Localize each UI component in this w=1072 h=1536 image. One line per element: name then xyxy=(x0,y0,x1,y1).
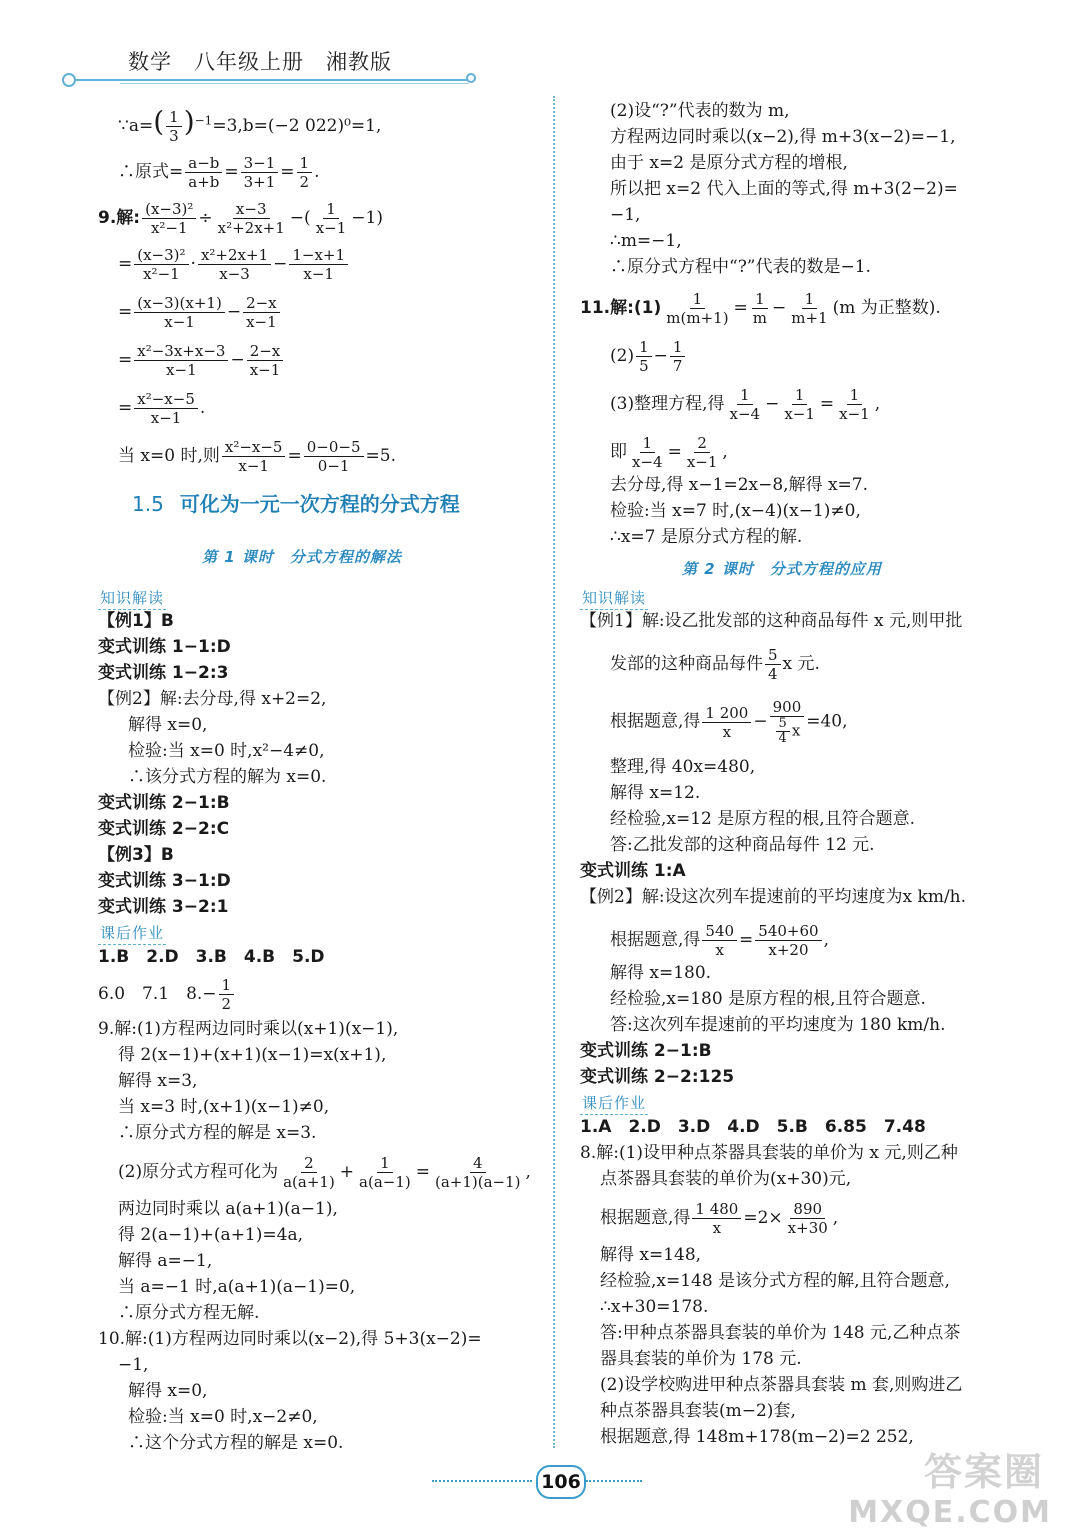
example-1: 【例1】B xyxy=(98,611,174,631)
variant-3-1: 变式训练 3−1:D xyxy=(98,871,231,891)
page-header xyxy=(0,0,1072,90)
q9-part1-line: 9.解:(1)方程两边同时乘以(x+1)(x−1), xyxy=(98,1019,399,1039)
q8-line: (2)设学校购进甲种点茶器具套装 m 套,则购进乙 xyxy=(600,1375,963,1395)
q11-line: 检验:当 x=7 时,(x−4)(x−1)≠0, xyxy=(610,501,861,521)
variant-1: 变式训练 1:A xyxy=(580,861,686,881)
section-title: 1.5 可化为一元一次方程的分式方程 xyxy=(132,492,460,516)
q9-part1-line: 当 x=3 时,(x+1)(x−1)≠0, xyxy=(118,1097,330,1117)
page-number: 106 xyxy=(536,1465,586,1499)
q8-line: 经检验,x=148 是该分式方程的解,且符合题意, xyxy=(600,1271,950,1291)
header-rule-thin xyxy=(120,83,469,84)
example-2-line: 检验:当 x=0 时,x²−4≠0, xyxy=(128,741,325,761)
q10-part2-line: ∴原分式方程中“?”代表的数是−1. xyxy=(610,257,871,277)
example-2-line: 答:这次列车提速前的平均速度为 180 km/h. xyxy=(610,1015,946,1035)
page-number-dots-right xyxy=(586,1480,642,1482)
q8-equation: 根据题意,得 $\frac{1 480}{x}$ =2× $\frac{890}{x+30}$ , xyxy=(600,1200,839,1237)
tag-knowledge: 知识解读 xyxy=(580,587,648,610)
q10-line: −1, xyxy=(118,1355,149,1375)
q8-line: 8.解:(1)设甲种点茶器具套装的单价为 x 元,则乙种 xyxy=(580,1143,958,1163)
column-divider xyxy=(553,96,555,1448)
example-2: 【例2】解:设这次列车提速前的平均速度为x km/h. xyxy=(580,887,967,907)
q8-line: 器具套装的单价为 178 元. xyxy=(600,1349,802,1369)
q11-part3-simplified: 即 $\frac{1}{x-4}$ = $\frac{2}{x-1}$ , xyxy=(610,434,728,471)
q9-part2-equation: (2)原分式方程可化为 $\frac{2}{a(a+1)}$ + $\frac{1}{a(a-1)}$ = $\frac{4}{(a+1)(a-1)}$ , xyxy=(118,1154,531,1191)
q10-part2-line: 所以把 x=2 代入上面的等式,得 m+3(2−2)= xyxy=(610,179,958,199)
q10-line: 检验:当 x=0 时,x−2≠0, xyxy=(128,1407,318,1427)
watermark-logo: 答案圈 xyxy=(923,1450,1044,1494)
homework-answers: 1.A 2.D 3.D 4.D 5.B 6.85 7.48 xyxy=(580,1117,926,1137)
q11-line: 去分母,得 x−1=2x−8,解得 x=7. xyxy=(610,475,869,495)
q11-part3: (3)整理方程,得 $\frac{1}{x-4}$ − $\frac{1}{x-1}$ = $\frac{1}{x-1}$ , xyxy=(610,386,881,423)
homework-answers-1: 1.B 2.D 3.B 4.B 5.D xyxy=(98,947,325,967)
q9-part1-line: ∴原分式方程的解是 x=3. xyxy=(118,1123,317,1143)
example-1-line: 解得 x=12. xyxy=(610,783,701,803)
lesson-1-title: 第 1 课时 分式方程的解法 xyxy=(202,548,402,566)
example-2-equation: 根据题意,得 $\frac{540}{x}$ = $\frac{540+60}{x+20}$ , xyxy=(610,922,829,959)
example-2-line: 解得 x=0, xyxy=(128,715,208,735)
example-1-line: 经检验,x=12 是原方程的根,且符合题意. xyxy=(610,809,916,829)
page-number-dots-left xyxy=(432,1480,532,1482)
header-end-dot-icon xyxy=(466,73,476,83)
q11-line: ∴x=7 是原分式方程的解. xyxy=(610,527,803,547)
q9-row4: = $\frac{\text{x²−3x+x−3}}{x-1}$ − $\frac{2-x}{x-1}$ xyxy=(118,342,285,379)
q8-line: 答:甲种点茶器具套装的单价为 148 元,乙种点茶 xyxy=(600,1323,961,1343)
q9-part1-line: 得 2(x−1)+(x+1)(x−1)=x(x+1), xyxy=(118,1045,387,1065)
example-2: 【例2】解:去分母,得 x+2=2, xyxy=(98,689,327,709)
q9-part2-line: ∴原分式方程无解. xyxy=(118,1303,260,1323)
q9-row3: = $\frac{(x-3)(x+1)}{x-1}$ − $\frac{2-x}{x-1}$ xyxy=(118,294,282,331)
q10-part2-line: (2)设“?”代表的数为 m, xyxy=(610,101,790,121)
q8-line: 根据题意,得 148m+178(m−2)=2 252, xyxy=(600,1427,914,1447)
variant-2-1: 变式训练 2−1:B xyxy=(580,1041,712,1061)
variant-2-2: 变式训练 2−2:C xyxy=(98,819,230,839)
q10-line: ∴这个分式方程的解是 x=0. xyxy=(128,1433,344,1453)
variant-1-2: 变式训练 1−2:3 xyxy=(98,663,229,683)
variant-2-1: 变式训练 2−1:B xyxy=(98,793,230,813)
q9-part1-line: 解得 x=3, xyxy=(118,1071,198,1091)
header-title: 数学 八年级上册 湘教版 xyxy=(128,50,392,74)
example-2-line: ∴该分式方程的解为 x=0. xyxy=(128,767,327,787)
q10-line: 解得 x=0, xyxy=(128,1381,208,1401)
variant-1-1: 变式训练 1−1:D xyxy=(98,637,231,657)
example-1-line: 答:乙批发部的这种商品每件 12 元. xyxy=(610,835,875,855)
lesson-2-title: 第 2 课时 分式方程的应用 xyxy=(682,560,882,578)
q11-part1: 11.解:(1) $\frac{1}{m(m+1)}$ = $\frac{1}{m}$ − $\frac{1}{m+1}$ (m 为正整数). xyxy=(580,290,941,327)
line-original-expression: ∴原式= $\frac{a-b}{a+b}$ = $\frac{3-1}{3+1}$ = $\frac{1}{2}$ . xyxy=(118,154,320,191)
q9-row5: = $\frac{\text{x²−x−5}}{x-1}$ . xyxy=(118,390,206,427)
variant-2-2: 变式训练 2−2:125 xyxy=(580,1067,735,1087)
example-3: 【例3】B xyxy=(98,845,174,865)
variant-3-2: 变式训练 3−2:1 xyxy=(98,897,229,917)
q9-evaluate: 当 x=0 时,则 $\frac{\text{x²−x−5}}{x-1}$ = $\frac{0-0-5}{0-1}$ =5. xyxy=(118,438,396,475)
q10-part2-line: ∴m=−1, xyxy=(610,231,682,251)
q11-part2: (2) $\frac{1}{5}$ − $\frac{1}{7}$ xyxy=(610,338,687,375)
example-1: 【例1】解:设乙批发部的这种商品每件 x 元,则甲批 xyxy=(580,611,963,631)
q8-line: ∴x+30=178. xyxy=(600,1297,709,1317)
q10-part2-line: 由于 x=2 是原分式方程的增根, xyxy=(610,153,848,173)
header-dot-icon xyxy=(62,73,76,87)
q10-part2-line: −1, xyxy=(610,205,641,225)
example-1-line: 整理,得 40x=480, xyxy=(610,757,756,777)
q8-line: 点茶器具套装的单价为(x+30)元, xyxy=(600,1169,852,1189)
line-ab-values: ∵a=( $\frac{1}{3}$ )$^{-1}$=3,b=(−2 022)⁰=1, xyxy=(118,105,382,145)
q9-row2: = $\frac{\text{(x−3)²}}{\text{x²−1}}$ · $\frac{\text{x²+2x+1}}{x-3}$ − $\frac{1-x+1}{x-1}$ xyxy=(118,246,350,283)
watermark-url: MXQE.COM xyxy=(848,1495,1052,1530)
example-1-equation: 根据题意,得 $\frac{1 200}{x}$ − 900 $\frac{5}{4}$ x =40, xyxy=(610,698,848,746)
q9-part2-line: 当 a=−1 时,a(a+1)(a−1)=0, xyxy=(118,1277,356,1297)
header-rule xyxy=(76,79,469,81)
example-1-line: 发部的这种商品每件 $\frac{5}{4}$ x 元. xyxy=(610,646,820,683)
q10-line: 10.解:(1)方程两边同时乘以(x−2),得 5+3(x−2)= xyxy=(98,1329,482,1349)
q9-part2-line: 解得 a=−1, xyxy=(118,1251,213,1271)
tag-homework: 课后作业 xyxy=(580,1092,648,1115)
q8-line: 种点茶器具套装(m−2)套, xyxy=(600,1401,796,1421)
q9-row1: 9.解: $\frac{\text{(x−3)²}}{\text{x²−1}}$ ÷ $\frac{x-3}{\text{x²+2x+1}}$ −( $\frac{1}{x-1}$ −1) xyxy=(98,200,383,237)
homework-answers-2: 6.0 7.1 8.− $\frac{1}{2}$ xyxy=(98,976,236,1013)
example-2-line: 经检验,x=180 是原方程的根,且符合题意. xyxy=(610,989,926,1009)
tag-knowledge: 知识解读 xyxy=(98,587,166,610)
q9-part2-line: 两边同时乘以 a(a+1)(a−1), xyxy=(118,1199,338,1219)
q9-part2-line: 得 2(a−1)+(a+1)=4a, xyxy=(118,1225,303,1245)
q8-line: 解得 x=148, xyxy=(600,1245,702,1265)
fraction: $\frac{1}{3}$ xyxy=(166,108,182,145)
example-2-line: 解得 x=180. xyxy=(610,963,712,983)
q10-part2-line: 方程两边同时乘以(x−2),得 m+3(x−2)=−1, xyxy=(610,127,956,147)
tag-homework: 课后作业 xyxy=(98,922,166,945)
